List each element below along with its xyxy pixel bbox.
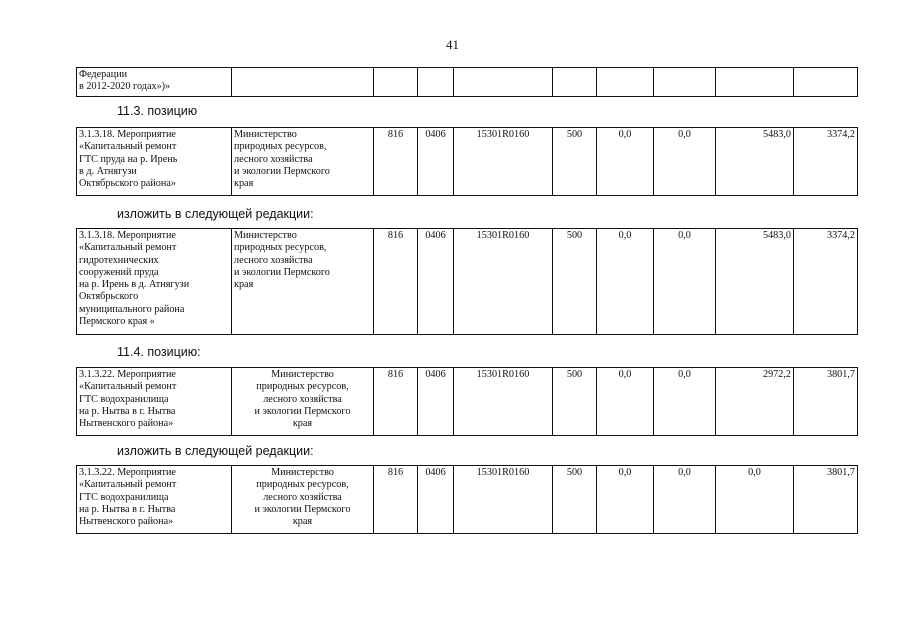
row-vr-cell: 500: [553, 368, 597, 436]
row-vr-cell: 500: [553, 466, 597, 534]
table-section-2: [76, 228, 858, 335]
table-top-fragment: [76, 67, 858, 97]
row-grbs-cell: 816: [374, 128, 418, 196]
row-grbs-cell: 816: [374, 368, 418, 436]
table-section-4: [76, 465, 858, 534]
row-rzpr-cell: 0406: [418, 368, 454, 436]
row-value-3-cell: 0,0: [716, 466, 794, 534]
row-executor-cell: Министерство природных ресурсов, лесного хозяйства и экологии Пермского края: [232, 229, 374, 335]
row-vr-cell: 500: [553, 128, 597, 196]
row-value-1-cell: 0,0: [597, 466, 654, 534]
row-csr-cell: 15301R0160: [454, 229, 553, 335]
table-row: [77, 466, 858, 534]
row-executor-cell: Министерство природных ресурсов, лесного хозяйства и экологии Пермского края: [232, 128, 374, 196]
row-value-3-cell: 2972,2: [716, 368, 794, 436]
row-csr-cell: 15301R0160: [454, 128, 553, 196]
row-value-1-cell: 0,0: [597, 128, 654, 196]
section-heading: 11.4. позицию:: [117, 345, 201, 359]
row-value-4-cell: 3374,2: [794, 128, 858, 196]
row-value-3-cell: 5483,0: [716, 229, 794, 335]
table-section-1: [76, 127, 858, 196]
row-value-1-cell: 0,0: [597, 229, 654, 335]
table-section-3: [76, 367, 858, 436]
row-rzpr-cell: 0406: [418, 466, 454, 534]
table-row: [77, 229, 858, 335]
row-value-4-cell: 3801,7: [794, 368, 858, 436]
row-name-cell: 3.1.3.18. Мероприятие «Капитальный ремонт гидротехнических сооружений пруда на р. Ирень в д. Атнягузи Октябрьского муниципального района Пермского края «: [77, 229, 232, 335]
row-value-2-cell: 0,0: [654, 229, 716, 335]
section-heading: изложить в следующей редакции:: [117, 207, 314, 221]
row-grbs-cell: 816: [374, 229, 418, 335]
row-rzpr-cell: 0406: [418, 128, 454, 196]
section-heading: изложить в следующей редакции:: [117, 444, 314, 458]
table-row: [77, 68, 858, 97]
row-vr-cell: 500: [553, 229, 597, 335]
row-value-2-cell: 0,0: [654, 128, 716, 196]
row-csr-cell: 15301R0160: [454, 368, 553, 436]
row-name-cell: 3.1.3.22. Мероприятие «Капитальный ремонт ГТС водохранилища на р. Нытва в г. Нытва Нытвенского района»: [77, 466, 232, 534]
row-value-2-cell: 0,0: [654, 466, 716, 534]
row-name-cell: 3.1.3.18. Мероприятие «Капитальный ремонт ГТС пруда на р. Ирень в д. Атнягузи Октябрьского района»: [77, 128, 232, 196]
row-name-cell: 3.1.3.22. Мероприятие «Капитальный ремонт ГТС водохранилища на р. Нытва в г. Нытва Нытвенского района»: [77, 368, 232, 436]
page-number: 41: [446, 37, 459, 52]
table-row: [77, 128, 858, 196]
row-grbs-cell: 816: [374, 466, 418, 534]
row-value-1-cell: 0,0: [597, 368, 654, 436]
table-row: [77, 368, 858, 436]
row-value-4-cell: 3374,2: [794, 229, 858, 335]
row-rzpr-cell: 0406: [418, 229, 454, 335]
section-heading: 11.3. позицию: [117, 104, 198, 118]
row-executor-cell: Министерство природных ресурсов, лесного хозяйства и экологии Пермского края: [232, 466, 374, 534]
row-name-cell: Федерации в 2012-2020 годах»)»: [77, 68, 232, 97]
row-value-2-cell: 0,0: [654, 368, 716, 436]
row-executor-cell: Министерство природных ресурсов, лесного хозяйства и экологии Пермского края: [232, 368, 374, 436]
row-value-3-cell: 5483,0: [716, 128, 794, 196]
row-value-4-cell: 3801,7: [794, 466, 858, 534]
row-csr-cell: 15301R0160: [454, 466, 553, 534]
